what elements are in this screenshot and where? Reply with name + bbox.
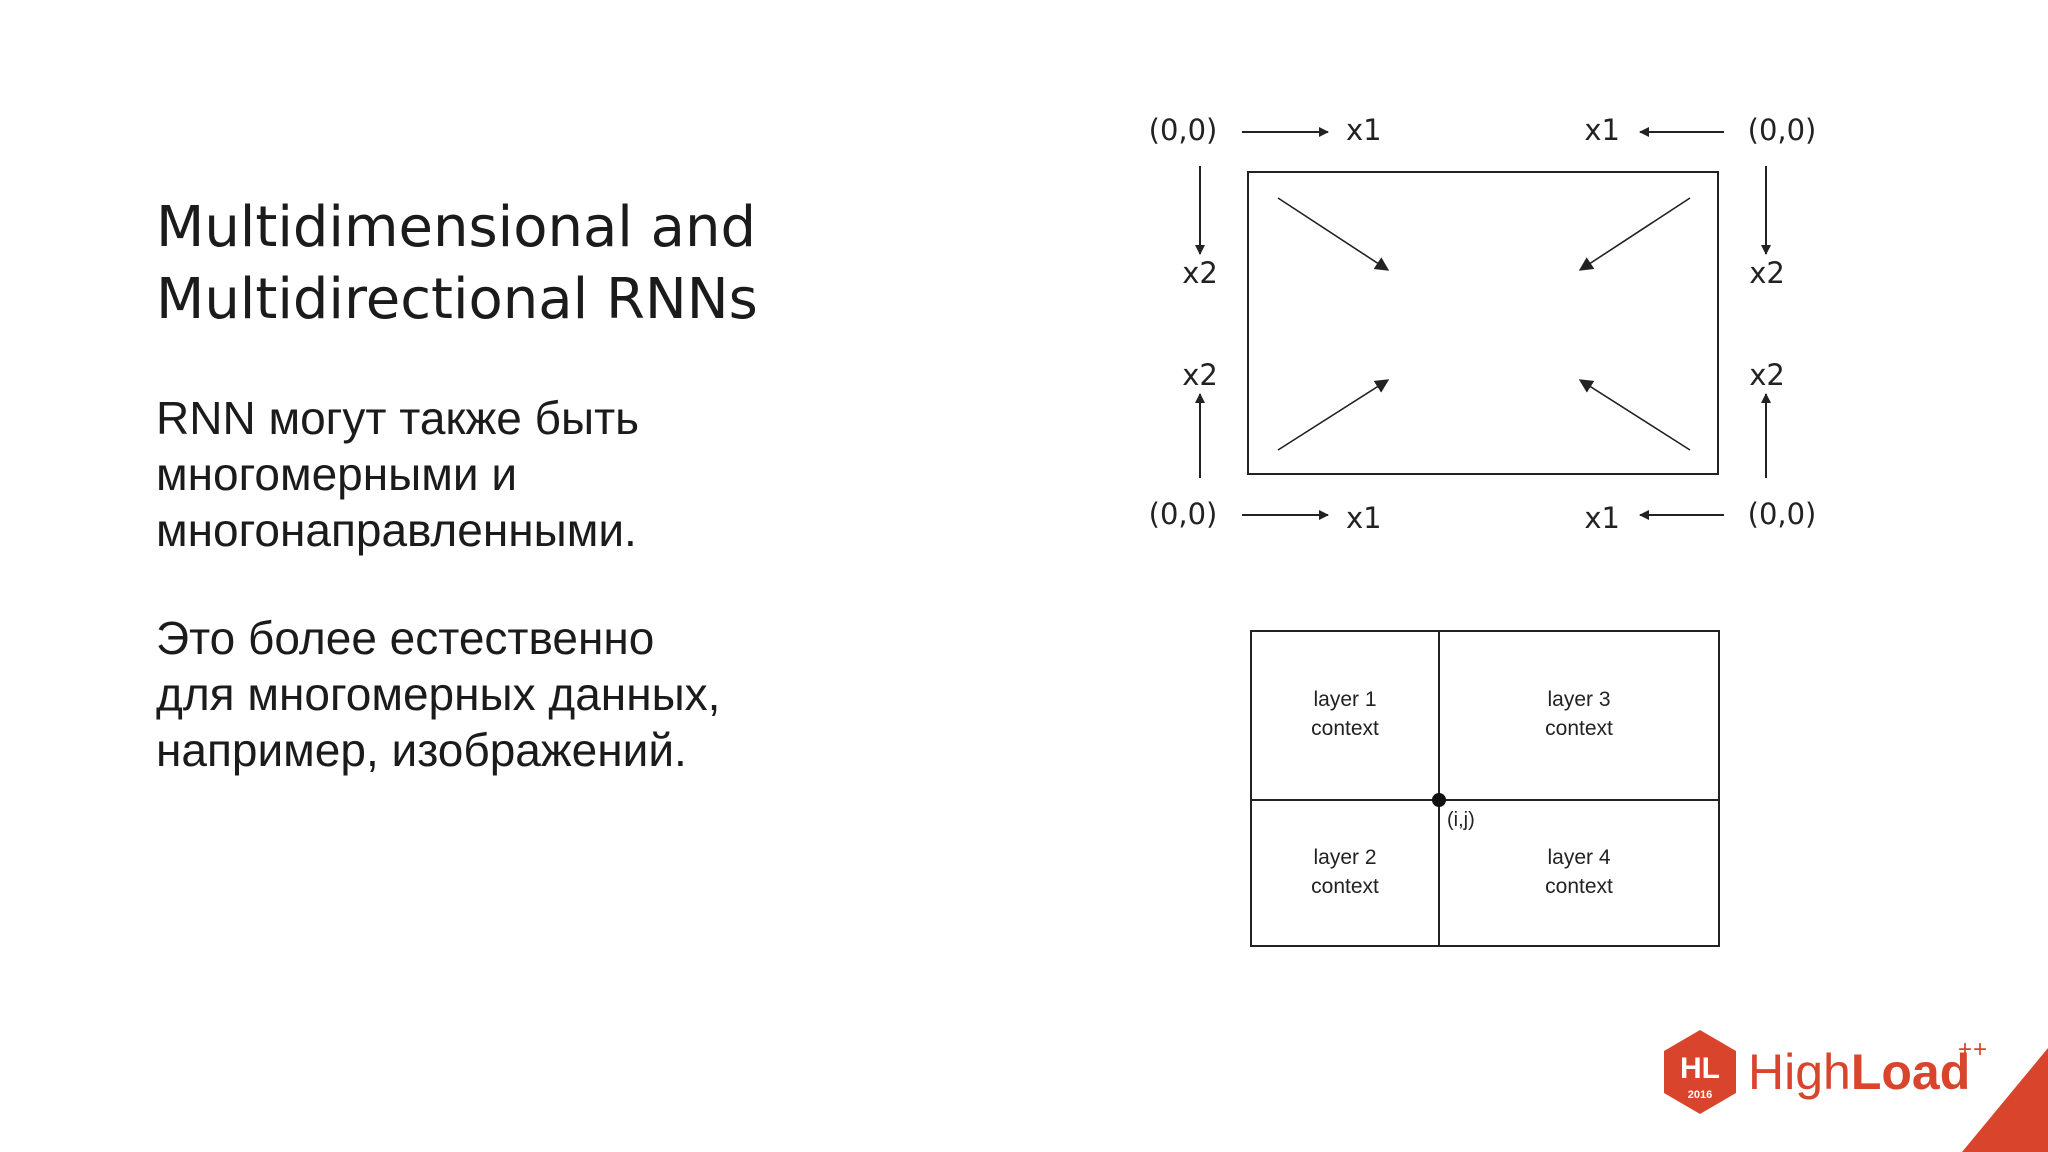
cell-label: layer 4 <box>1547 846 1611 869</box>
paragraph-line: многонаправленными. <box>156 504 637 556</box>
sweep-arrow-bottom-right <box>1580 380 1690 450</box>
cell-label: layer 1 <box>1313 688 1377 711</box>
origin-label: (0,0) <box>1747 113 1817 147</box>
cell-label: context <box>1545 875 1613 898</box>
badge-year: 2016 <box>1687 1089 1713 1101</box>
ij-point <box>1432 793 1446 807</box>
context-quadrant-diagram <box>1251 631 1719 946</box>
logo-name-bold: Load <box>1850 1044 1971 1100</box>
x2-label: x2 <box>1749 256 1785 290</box>
sweep-arrow-top-right <box>1580 198 1690 270</box>
origin-label: (0,0) <box>1148 497 1218 531</box>
cell-label: context <box>1311 717 1379 740</box>
cell-label: layer 2 <box>1313 846 1377 869</box>
sweep-arrow-top-left <box>1278 198 1388 270</box>
sweep-arrow-bottom-left <box>1278 380 1388 450</box>
context-grid-rectangle <box>1251 631 1719 946</box>
point-label: (i,j) <box>1447 809 1475 831</box>
badge-text: HL <box>1680 1052 1720 1085</box>
title-line: Multidirectional RNNs <box>156 267 758 332</box>
x1-label: x1 <box>1584 501 1620 535</box>
paragraph-line: RNN могут также быть <box>156 392 640 444</box>
origin-label: (0,0) <box>1148 113 1218 147</box>
x1-label: x1 <box>1584 113 1620 147</box>
x2-label: x2 <box>1182 256 1218 290</box>
paragraph-line: для многомерных данных, <box>156 668 721 720</box>
x2-label: x2 <box>1182 358 1218 392</box>
x1-label: x1 <box>1346 113 1382 147</box>
x1-label: x1 <box>1346 501 1382 535</box>
cell-label: context <box>1545 717 1613 740</box>
paragraph-line: Это более естественно <box>156 612 655 664</box>
x2-label: x2 <box>1749 358 1785 392</box>
scan-grid-rectangle <box>1248 172 1718 474</box>
cell-label: context <box>1311 875 1379 898</box>
title-line: Multidimensional and <box>156 195 757 260</box>
paragraph-line: многомерными и <box>156 448 518 500</box>
origin-label: (0,0) <box>1747 497 1817 531</box>
paragraph-line: например, изображений. <box>156 724 687 776</box>
cell-label: layer 3 <box>1547 688 1611 711</box>
logo-wordmark <box>1748 1044 1970 1100</box>
logo-name-light: High <box>1748 1044 1851 1100</box>
scan-direction-diagram <box>1149 113 1817 535</box>
logo-plus: ++ <box>1958 1036 1989 1063</box>
